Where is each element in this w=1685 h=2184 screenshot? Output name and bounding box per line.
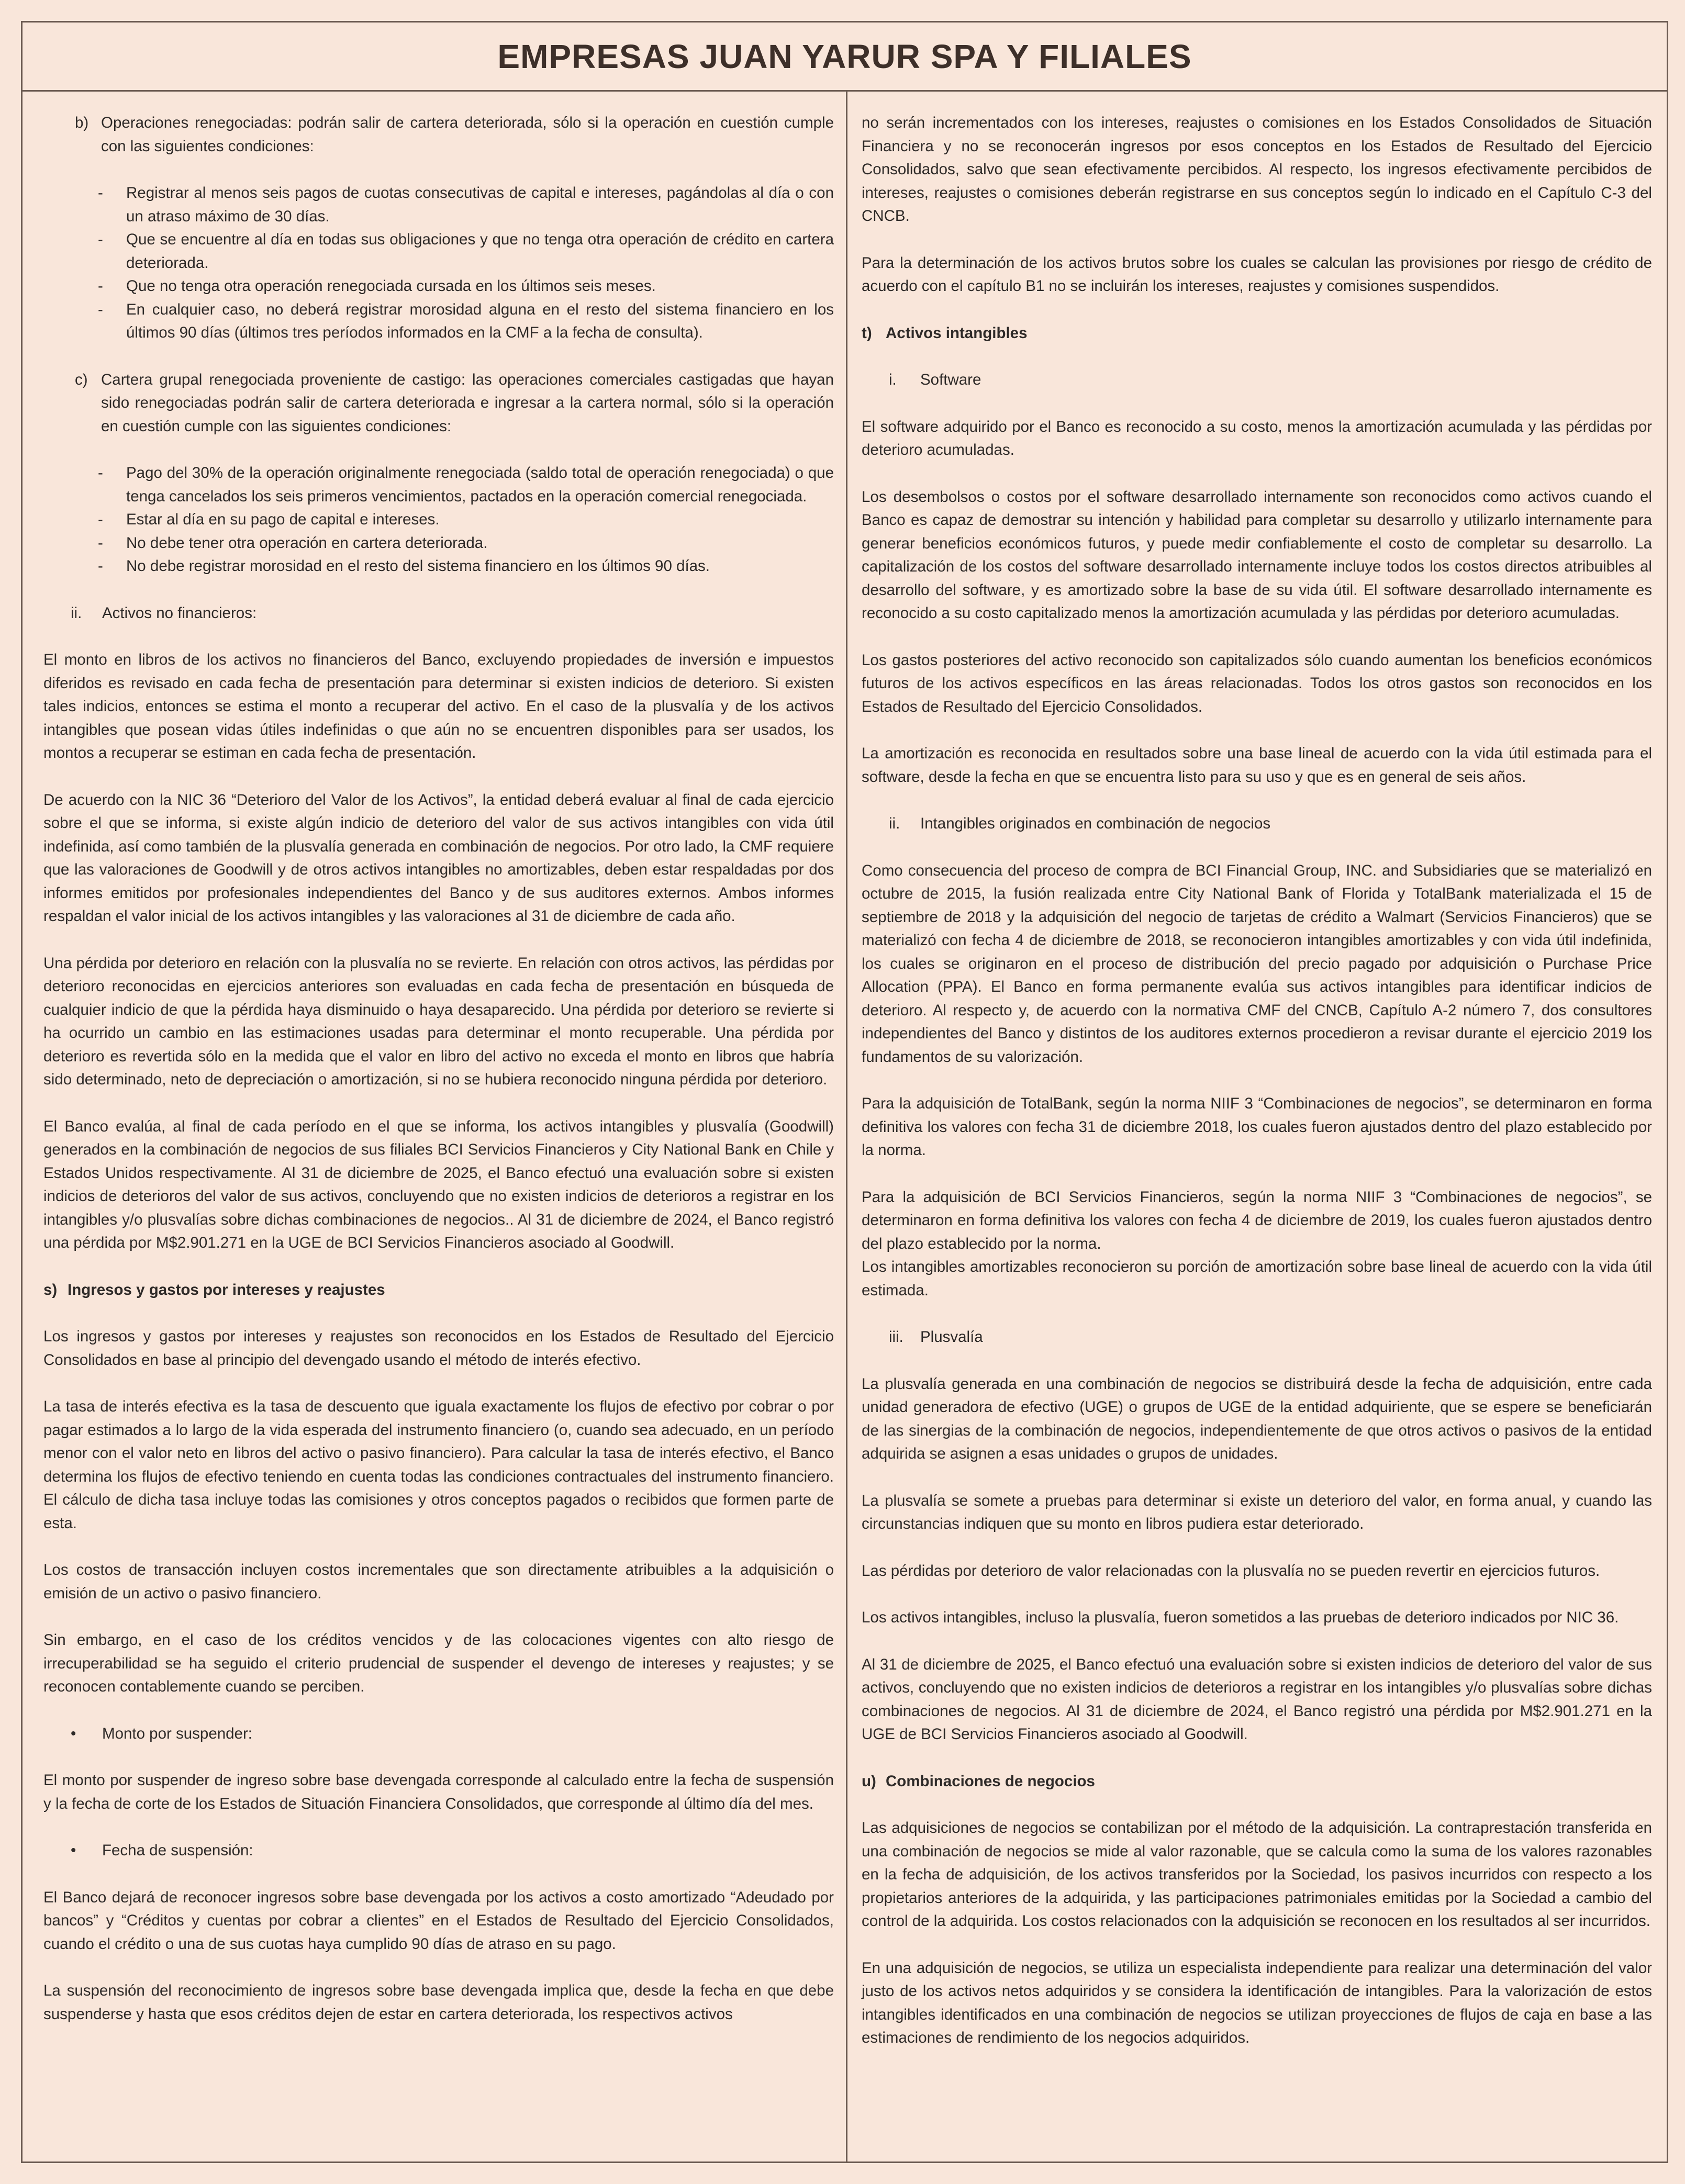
paragraph: Para la adquisición de TotalBank, según la norma NIIF 3 “Combinaciones de negocios”, se determinaron en forma definitiva los valores con fecha 31 de diciembre 2018, los cuales fueron ajustados dentro del plazo establecido por la norma. <box>862 1095 1652 1159</box>
subsection-activos-no-financieros: ii. Activos no financieros: <box>71 604 257 622</box>
section-b-tag: b) <box>75 114 89 131</box>
paragraph: La amortización es reconocida en resultados sobre una base lineal de acuerdo con la vida útil estimada para el software, desde la fecha en que se encuentra listo para su uso y que es en general de seis años. <box>862 745 1652 786</box>
paragraph: Al 31 de diciembre de 2025, el Banco efectuó una evaluación sobre si existen indicios de deterioro del valor de sus activos, concluyendo que no existen indicios de deterioros a registrar en los intangibles y/o plusvalías sobre dichas combinaciones de negocios. Al 31 de diciembre de 2024, el Banco registró una pérdida por M$2.901.271 en la UGE de BCI Servicios Financieros asociado al Goodwill. <box>862 1655 1652 1743</box>
paragraph: En una adquisición de negocios, se utiliza un especialista independiente para realizar una determinación del valor justo de los activos netos adquiridos y se considera la identificación de intangibles. Para la valorización de estos intangibles identificados en una combinación de negocios se utilizan proyecciones de flujos de caja en base a las estimaciones de rendimiento de los negocios adquiridos. <box>862 1959 1652 2046</box>
paragraph: Como consecuencia del proceso de compra de BCI Financial Group, INC. and Subsidiaries que se materializó en octubre de 2015, la fusión realizada entre City National Bank of Florida y TotalBank materializada el 15 de septiembre de 2018 y la adquisición del negocio de tarjetas de crédito a Walmart (Servicios Financieros) que se materializó con fecha 4 de diciembre de 2018, se reconocieron intangibles amortizables y con vida útil indefinida, los cuales se originaron en el proceso de distribución del precio pagado por adquisición o Purchase Price Allocation (PPA). El Banco en forma permanente evalúa sus activos intangibles para identificar indicios de deterioro. Al respecto y, de acuerdo con la normativa CMF del CNCB, Capítulo A-2 número 7, dos consultores independientes del Banco y distintos de los auditores externos procedieron a revisar durante el ejercicio 2019 los fundamentos de su valorización. <box>862 861 1652 1066</box>
list-item: - Estar al día en su pago de capital e intereses. <box>98 511 440 528</box>
section-c-tag: c) <box>75 371 88 388</box>
paragraph: Los desembolsos o costos por el software desarrollado internamente son reconocidos como activos cuando el Banco es capaz de demostrar su intención y habilidad para completar su desarrollo y utilizarlo internamente para generar beneficios económicos futuros, y puede medir confiablemente el costo de completar su desarrollo. La capitalización de los costos del software desarrollado internamente incluye todos los costos directos atribuibles al desarrollo del software, y es amortizado sobre la base de su vida útil. El software desarrollado internamente es reconocido a su costo capitalizado menos la amortización acumulada y las pérdidas por deterioro acumuladas. <box>862 488 1652 622</box>
paragraph: Los ingresos y gastos por intereses y reajustes son reconocidos en los Estados de Resultado del Ejercicio Consolidados en base al principio del devengado usando el método de interés efectivo. <box>43 1328 834 1369</box>
right-column <box>862 111 1652 2074</box>
paragraph: Las adquisiciones de negocios se contabilizan por el método de la adquisición. La contraprestación transferida en una combinación de negocios se mide al valor razonable, que se calcula como la suma de los valores razonables en la fecha de adquisición, de los activos transferidos por la Sociedad, los pasivos incurridos con respecto a los propietarios anteriores de la adquirida, y las participaciones patrimoniales emitidas por la Sociedad a cambio del control de la adquirida. Los costos relacionados con la adquisición se reconocen en los resultados al ser incurridos. <box>862 1819 1652 1930</box>
paragraph: Una pérdida por deterioro en relación con la plusvalía no se revierte. En relación con otros activos, las pérdidas por deterioro reconocidas en ejercicios anteriores son evaluadas en cada fecha de presentación en búsqueda de cualquier indicio de que la pérdida haya disminuido o haya desaparecido. Una pérdida por deterioro se revierte si ha ocurrido un cambio en las estimaciones usadas para determinar el monto recuperable. Una pérdida por deterioro es revertida sólo en la medida que el valor en libro del activo no exceda el monto en libros que habría sido determinado, neto de depreciación o amortización, si no se hubiera reconocido ninguna pérdida por deterioro. <box>43 954 834 1088</box>
paragraph: De acuerdo con la NIC 36 “Deterioro del Valor de los Activos”, la entidad deberá evaluar al final de cada ejercicio sobre el que se informa, si existe algún indicio de deterioro del valor de sus activos intangibles con vida útil indefinida, así como también de la plusvalía generada en combinación de negocios. Por otro lado, la CMF requiere que las valoraciones de Goodwill y de otros activos intangibles no amortizables, deben estar respaldadas por dos informes emitidos por profesionales independientes del Banco y de sus auditores externos. Ambos informes respaldan el valor inicial de los activos intangibles y las valoraciones al 31 de diciembre de cada año. <box>43 791 834 925</box>
column-divider <box>846 92 847 2161</box>
paragraph: El monto en libros de los activos no financieros del Banco, excluyendo propiedades de inversión e impuestos diferidos es revisado en cada fecha de presentación para determinar si existen indicios de deterioro. Si existen tales indicios, entonces se estima el monto a recuperar del activo. En el caso de la plusvalía y de los activos intangibles que posean vidas útiles indefinidas o que aún no se encuentren disponibles para ser usados, los montos a recuperar se estiman en cada fecha de presentación. <box>43 651 834 761</box>
bullet-monto-por-suspender: • Monto por suspender: <box>71 1724 252 1742</box>
section-c <box>43 368 834 439</box>
paragraph: El monto por suspender de ingreso sobre base devengada corresponde al calculado entre la fecha de suspensión y la fecha de corte de los Estados de Situación Financiera Consolidados, que corresponde al último día del mes. <box>43 1772 834 1812</box>
paragraph: Los activos intangibles, incluso la plusvalía, fueron sometidos a las pruebas de deterioro indicados por NIC 36. <box>862 1609 1619 1626</box>
paragraph: La plusvalía generada en una combinación de negocios se distribuirá desde la fecha de adquisición, entre cada unidad generadora de efectivo (UGE) o grupos de UGE de la entidad adquiriente, que se espere se beneficiarán de las sinergias de la combinación de negocios, independientemente de que otros activos o pasivos de la entidad adquirida se asignen a esas unidades o grupos de unidades. <box>862 1375 1652 1462</box>
section-c-list <box>43 462 834 578</box>
paragraph: no serán incrementados con los intereses, reajustes o comisiones en los Estados Consolidados de Situación Financiera y no se reconocerán ingresos por esos conceptos en los Estados de Resultado del Ejercicio Consolidados, salvo que sean efectivamente percibidos. Al respecto, los ingresos efectivamente percibidos de intereses, reajustes o comisiones deberán registrarse en sus conceptos según lo indicado en el Capítulo C-3 del CNCB. <box>862 114 1652 225</box>
list-item: - Registrar al menos seis pagos de cuotas consecutivas de capital e intereses, pagándolas al día o con un atraso máximo de 30 días. <box>98 184 834 225</box>
page-title: EMPRESAS JUAN YARUR SPA Y FILIALES <box>23 23 1667 92</box>
subsection-plusvalia: iii. Plusvalía <box>889 1328 983 1346</box>
paragraph: Para la adquisición de BCI Servicios Financieros, según la norma NIIF 3 “Combinaciones de negocios”, se determinaron en forma definitiva los valores con fecha 4 de diciembre de 2019, los cuales fueron ajustados dentro del plazo establecido por la norma. <box>862 1188 1652 1252</box>
paragraph: Los costos de transacción incluyen costos incrementales que son directamente atribuibles a la adquisición o emisión de un activo o pasivo financiero. <box>43 1561 834 1602</box>
list-item: - Que se encuentre al día en todas sus obligaciones y que no tenga otra operación de crédito en cartera deteriorada. <box>98 231 834 272</box>
paragraph: Para la determinación de los activos brutos sobre los cuales se calculan las provisiones por riesgo de crédito de acuerdo con el capítulo B1 no se incluirán los intereses, reajustes y comisiones suspendidos. <box>862 254 1652 295</box>
paragraph: Las pérdidas por deterioro de valor relacionadas con la plusvalía no se pueden revertir en ejercicios futuros. <box>862 1562 1600 1580</box>
subsection-intangibles: ii. Intangibles originados en combinación de negocios <box>889 815 1271 832</box>
list-item: - Pago del 30% de la operación originalmente renegociada (saldo total de operación renegociada) o que tenga cancelados los seis primeros vencimientos, pactados en la operación comercial renegociada. <box>98 464 834 505</box>
page-frame <box>21 21 1668 2163</box>
section-heading-u: u) Combinaciones de negocios <box>862 1772 1095 1790</box>
section-b-text: Operaciones renegociadas: podrán salir de cartera deteriorada, sólo si la operación en cuestión cumple con las siguientes condiciones: <box>101 114 834 155</box>
bullet-fecha-de-suspension: • Fecha de suspensión: <box>71 1842 253 1859</box>
list-item: - En cualquier caso, no deberá registrar morosidad alguna en el resto del sistema financiero en los últimos 90 días (últimos tres períodos informados en la CMF a la fecha de consulta). <box>98 300 834 341</box>
paragraph: Sin embargo, en el caso de los créditos vencidos y de las colocaciones vigentes con alto riesgo de irrecuperabilidad se ha seguido el criterio prudencial de suspender el devengo de intereses y reajustes; y se reconocen contablemente cuando se perciben. <box>43 1631 834 1695</box>
list-item: - No debe tener otra operación en cartera deteriorada. <box>98 534 488 552</box>
paragraph: El Banco evalúa, al final de cada período en el que se informa, los activos intangibles y plusvalía (Goodwill) generados en la combinación de negocios de sus filiales BCI Servicios Financieros y City National Bank en Chile y Estados Unidos respectivamente. Al 31 de diciembre de 2025, el Banco efectuó una evaluación sobre si existen indicios de deterioros del valor de sus activos, concluyendo que no existen indicios de deterioros a registrar en los intangibles y/o plusvalías sobre dichas combinaciones de negocios.. Al 31 de diciembre de 2024, el Banco registró una pérdida por M$2.901.271 en la UGE de BCI Servicios Financieros asociado al Goodwill. <box>43 1117 834 1251</box>
paragraph: El software adquirido por el Banco es reconocido a su costo, menos la amortización acumulada y las pérdidas por deterioro acumuladas. <box>862 418 1652 458</box>
paragraph: La tasa de interés efectiva es la tasa de descuento que iguala exactamente los flujos de efectivo por cobrar o por pagar estimados a lo largo de la vida esperada del instrumento financiero (o, cuando sea adecuado, en un período menor con el valor neto en libros del activo o pasivo financiero). Para calcular la tasa de interés efectivo, el Banco determina los flujos de efectivo teniendo en cuenta todas las condiciones contractuales del instrumento financiero. El cálculo de dicha tasa incluye todas las comisiones y otros conceptos pagados o recibidos que formen parte de esta. <box>43 1398 834 1532</box>
section-c-text: Cartera grupal renegociada proveniente de castigo: las operaciones comerciales castigadas que hayan sido renegociadas podrán salir de cartera deteriorada e ingresar a la cartera normal, sólo si la operación en cuestión cumple con las siguientes condiciones: <box>101 371 834 435</box>
list-item: - No debe registrar morosidad en el resto del sistema financiero en los últimos 90 días. <box>98 557 710 575</box>
section-b-list <box>43 182 834 345</box>
section-heading-s: s) Ingresos y gastos por intereses y reajustes <box>43 1281 385 1298</box>
list-item: - Que no tenga otra operación renegociada cursada en los últimos seis meses. <box>98 277 656 295</box>
paragraph: La suspensión del reconocimiento de ingresos sobre base devengada implica que, desde la fecha en que debe suspenderse y hasta que esos créditos dejen de estar en cartera deteriorada, los respectivos activos <box>43 1982 834 2023</box>
paragraph: La plusvalía se somete a pruebas para determinar si existe un deterioro del valor, en forma anual, y cuando las circunstancias indiquen que su monto en libros pudiera estar deteriorado. <box>862 1492 1652 1532</box>
paragraph: Los intangibles amortizables reconocieron su porción de amortización sobre base lineal de acuerdo con la vida útil estimada. <box>862 1258 1652 1299</box>
section-heading-t: t) Activos intangibles <box>862 324 1028 342</box>
section-b <box>43 111 834 158</box>
paragraph: Los gastos posteriores del activo reconocido son capitalizados sólo cuando aumentan los beneficios económicos futuros de los activos específicos en las áreas relacionadas. Todos los otros gastos son reconocidos en los Estados de Resultado del Ejercicio Consolidados. <box>862 651 1652 715</box>
left-column <box>43 111 834 2049</box>
paragraph: El Banco dejará de reconocer ingresos sobre base devengada por los activos a costo amortizado “Adeudado por bancos” y “Créditos y cuentas por cobrar a clientes” en el Estados de Resultado del Ejercicio Consolidados, cuando el crédito o una de sus cuotas haya cumplido 90 días de atraso en su pago. <box>43 1888 834 1953</box>
subsection-software: i. Software <box>889 371 981 388</box>
